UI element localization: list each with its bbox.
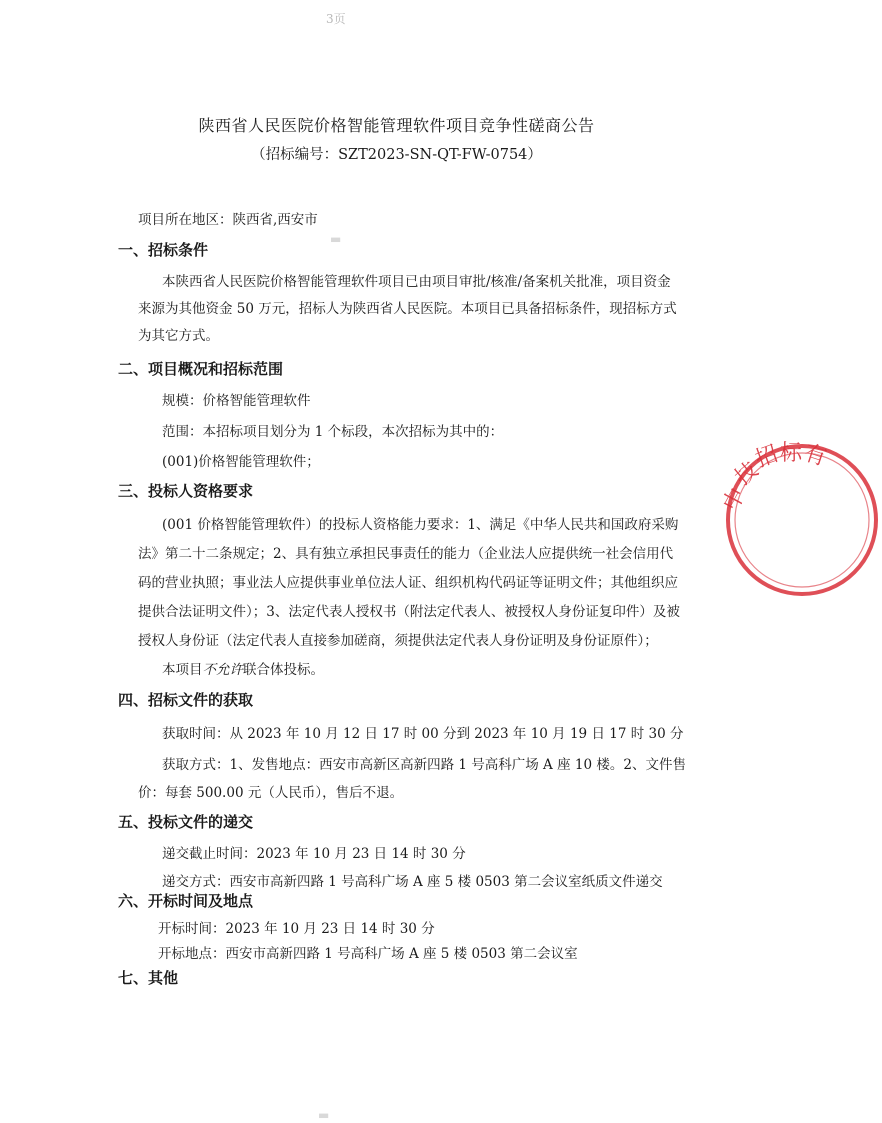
- section-6-line: 开标时间：2023 年 10 月 23 日 14 时 30 分: [158, 921, 435, 937]
- section-2-heading: 二、项目概况和招标范围: [118, 360, 284, 378]
- section-1-line: 来源为其他资金 50 万元，招标人为陕西省人民医院。本项目已具备招标条件，现招标方式: [138, 301, 677, 317]
- note-prefix: 本项目: [162, 662, 203, 678]
- section-5-heading: 五、投标文件的递交: [118, 813, 254, 831]
- section-2-line: 范围：本招标项目划分为 1 个标段，本次招标为其中的：: [162, 424, 504, 440]
- section-1-heading: 一、招标条件: [118, 241, 209, 259]
- section-1-line: 本陕西省人民医院价格智能管理软件项目已由项目审批/核准/备案机关批准，项目资金: [162, 274, 671, 290]
- note-suffix: 联合体投标。: [243, 662, 324, 678]
- svg-text:标: 标: [780, 441, 803, 466]
- page-mark: 3页: [326, 12, 346, 26]
- section-3-line: 授权人身份证（法定代表人直接参加磋商，须提供法定代表人身份证明及身份证原件）；: [138, 633, 658, 649]
- section-5-line: 递交截止时间：2023 年 10 月 23 日 14 时 30 分: [162, 846, 466, 862]
- section-5-line: 递交方式：西安市高新四路 1 号高科广场 A 座 5 楼 0503 第二会议室纸质文件递交: [162, 874, 663, 890]
- section-3-line: 码的营业执照；事业法人应提供事业单位法人证、组织机构代码证等证明文件；其他组织应: [138, 575, 678, 591]
- section-3-line: 提供合法证明文件）；3、法定代表人授权书（附法定代表人、被授权人身份证复印件）及被: [138, 604, 680, 620]
- svg-text:技: 技: [730, 457, 764, 491]
- svg-text:招: 招: [752, 441, 782, 473]
- section-3-note: [162, 661, 324, 679]
- section-4-line: 价：每套 500.00 元（人民币），售后不退。: [138, 785, 404, 801]
- official-seal-icon: [718, 440, 882, 600]
- section-6-line: 开标地点：西安市高新四路 1 号高科广场 A 座 5 楼 0503 第二会议室: [158, 946, 578, 962]
- section-4-line: 获取方式：1、发售地点：西安市高新区高新四路 1 号高科广场 A 座 10 楼。2、文件售: [162, 757, 686, 773]
- section-4-line: 获取时间：从 2023 年 10 月 12 日 17 时 00 分到 2023 年 10 月 19 日 17 时 30 分: [162, 726, 684, 742]
- section-7-heading: 七、其他: [118, 969, 179, 987]
- page-title: 陕西省人民医院价格智能管理软件项目竞争性磋商公告: [198, 116, 595, 135]
- section-2-line: (001)价格智能管理软件；: [162, 454, 320, 470]
- section-2-line: 规模：价格智能管理软件: [162, 393, 311, 409]
- svg-text:中: 中: [718, 484, 752, 516]
- svg-text:有: 有: [800, 440, 830, 472]
- project-location: 项目所在地区：陕西省,西安市: [138, 212, 318, 228]
- section-3-line: (001 价格智能管理软件）的投标人资格能力要求：1、满足《中华人民共和国政府采购: [162, 517, 679, 533]
- section-3-heading: 三、投标人资格要求: [118, 482, 254, 500]
- section-4-heading: 四、招标文件的获取: [118, 691, 254, 709]
- bleed-mark: ▬: [330, 232, 342, 246]
- section-1-line: 为其它方式。: [138, 328, 219, 344]
- section-3-line: 法》第二十二条规定；2、具有独立承担民事责任的能力（企业法人应提供统一社会信用代: [138, 546, 674, 562]
- note-emphasis: 不允许: [202, 662, 243, 678]
- section-6-heading: 六、开标时间及地点: [118, 892, 254, 910]
- bleed-mark: ▬: [318, 1108, 330, 1122]
- bid-number: （招标编号：SZT2023-SN-QT-FW-0754）: [251, 147, 542, 163]
